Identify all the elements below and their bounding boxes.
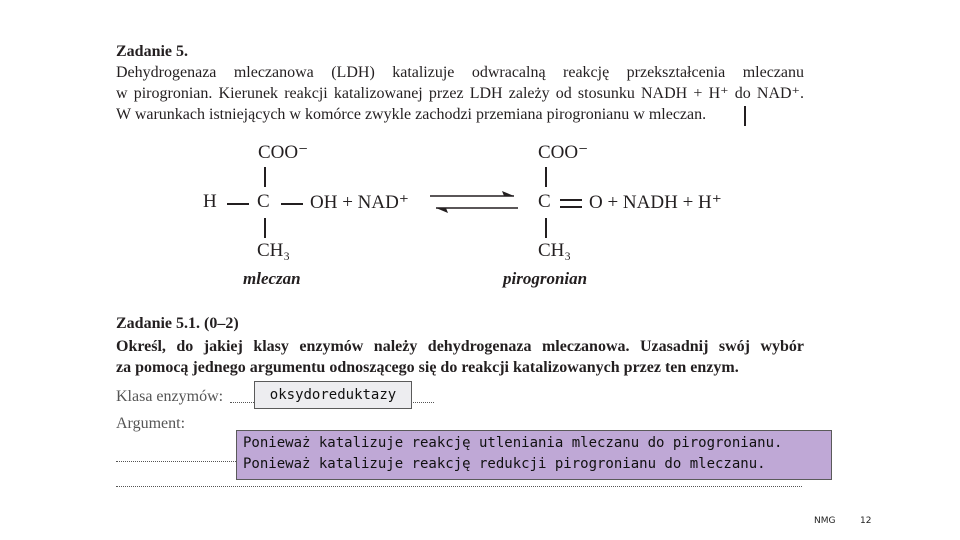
argument-answer[interactable] [236, 430, 832, 480]
enzyme-class-answer[interactable]: oksydoreduktazy [254, 381, 412, 409]
left-c-atom: C [257, 191, 270, 212]
left-bottom-bond [264, 218, 266, 238]
left-h-atom: H [203, 191, 217, 212]
right-ch3-group: CH₃ [538, 240, 572, 261]
task-paragraph-line: Dehydrogenaza mleczanowa (LDH) katalizuje odwracalną reakcję przekształcenia mleczanu [116, 64, 804, 81]
left-h-bond [227, 203, 249, 205]
argument-line: Ponieważ katalizuje reakcję redukcji pirogronianu do mleczanu. [243, 456, 766, 472]
page-number: 12 [860, 516, 872, 526]
argument-label: Argument: [116, 415, 186, 432]
left-oh-nad: OH + NAD⁺ [310, 192, 409, 213]
left-top-bond [264, 167, 266, 187]
lactate-caption: mleczan [243, 269, 301, 288]
enzyme-class-label: Klasa enzymów: [116, 388, 224, 405]
subtask-question [116, 336, 804, 378]
right-top-bond [545, 167, 547, 187]
question-line: Określ, do jakiej klasy enzymów należy dehydrogenaza mleczanowa. Uzasadnij swój wybór [116, 338, 804, 355]
argument-line: Ponieważ katalizuje reakcję utleniania mleczanu do pirogronianu. [243, 435, 783, 451]
left-oh-bond [281, 203, 303, 205]
right-bottom-bond [545, 218, 547, 238]
pyruvate-caption: pirogronian [503, 269, 588, 288]
question-line: za pomocą jednego argumentu odnoszącego się do reakcji katalizowanych przez ten enzym. [116, 359, 739, 376]
left-coo-group: COO⁻ [258, 142, 309, 163]
footer-author: NMG [814, 516, 836, 526]
subtask-title: Zadanie 5.1. (0–2) [116, 315, 239, 332]
right-c-atom: C [538, 191, 551, 212]
right-coo-group: COO⁻ [538, 142, 589, 163]
argument-dotted-line [116, 461, 236, 462]
task-paragraph-line: W warunkach istniejących w komórce zwykle zachodzi przemiana pirogronianu w mleczan. [116, 106, 707, 123]
equilibrium-arrows [430, 188, 520, 218]
task-paragraph [116, 62, 804, 125]
text-cursor [744, 106, 746, 126]
right-o-nadh: O + NADH + H⁺ [589, 192, 722, 213]
task-title: Zadanie 5. [116, 43, 189, 60]
double-bond-line [560, 199, 582, 201]
double-bond-line [560, 206, 582, 208]
left-ch3-group: CH₃ [257, 240, 291, 261]
task-paragraph-line: w pirogronian. Kierunek reakcji katalizowanej przez LDH zależy od stosunku NADH + H⁺ do NAD⁺. [116, 85, 804, 102]
argument-dotted-line [116, 486, 802, 487]
